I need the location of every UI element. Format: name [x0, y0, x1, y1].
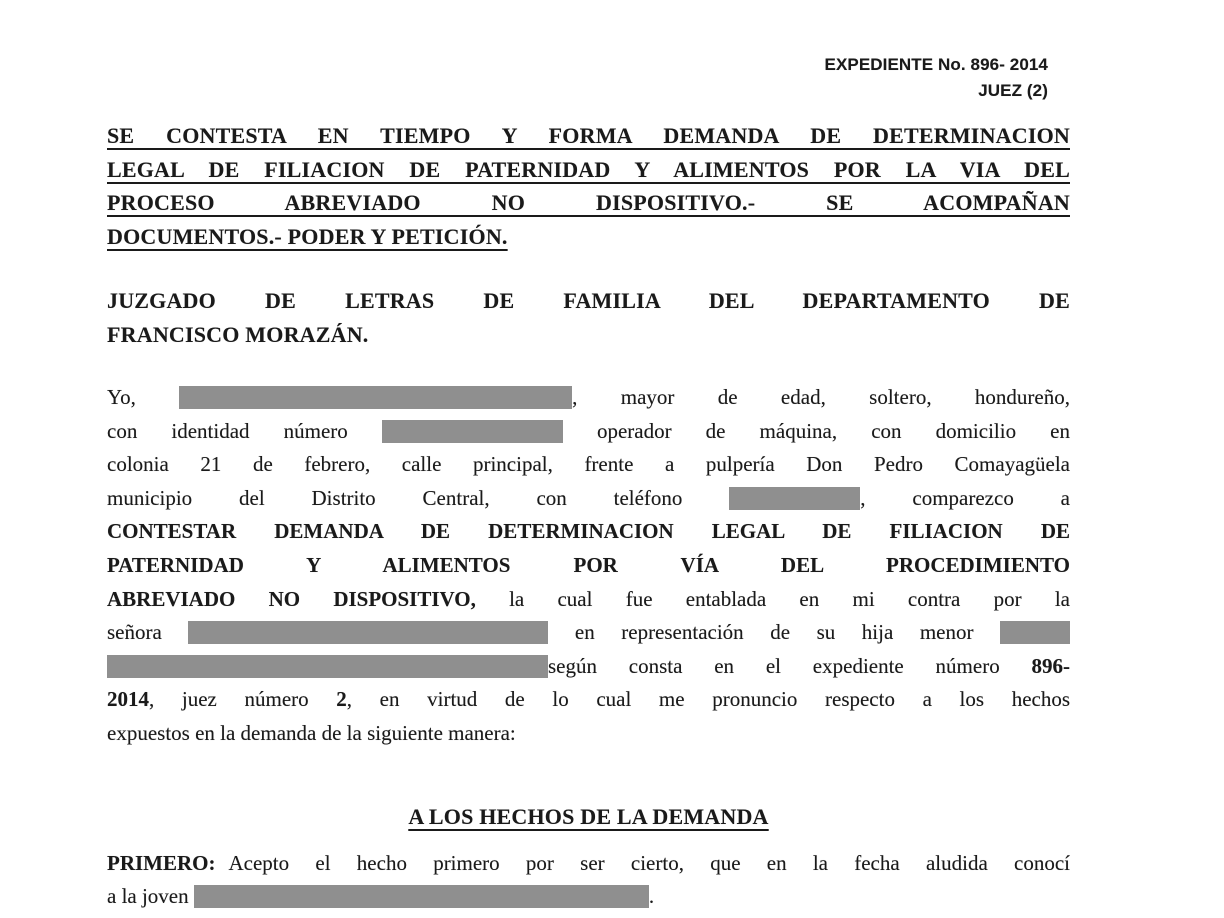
case-header: [107, 52, 1070, 104]
body-text-bold: CONTESTAR DEMANDA DE DETERMINACION LEGAL DE FILIACION DE: [107, 519, 1070, 544]
body-line: [107, 381, 1070, 415]
redaction-bar-id-number: [382, 420, 563, 443]
primero-text: .: [648, 884, 655, 909]
body-text: , mayor de edad, soltero, hondureño,: [572, 385, 1070, 409]
redaction-bar-name: [179, 386, 572, 409]
body-text-bold: ABREVIADO NO DISPOSITIVO,: [107, 586, 476, 611]
redaction-bar-young-woman-name: [194, 885, 649, 908]
body-line: [107, 515, 1070, 549]
body-line: [107, 650, 1070, 684]
section-heading: [107, 800, 1070, 834]
body-text: , en virtud de lo cual me pronuncio respecto a los hechos: [346, 687, 1071, 712]
body-text-bold: 2: [336, 687, 347, 712]
body-text: según consta en el expediente número: [548, 653, 1032, 678]
judge-number: JUEZ (2): [978, 81, 1048, 100]
primero-line: [107, 847, 1070, 881]
body-text: municipio del Distrito Central, con teléfono: [107, 485, 730, 510]
body-line: [107, 683, 1070, 717]
body-text: en representación de su hija menor: [548, 620, 1001, 645]
body-line: [107, 415, 1070, 449]
court-line: JUZGADO DE LETRAS DE FAMILIA DEL DEPARTAMENTO DE: [107, 288, 1070, 313]
redaction-bar-minor-name: [107, 655, 548, 678]
title-line: LEGAL DE FILIACION DE PATERNIDAD Y ALIMENTOS POR LA VIA DEL: [107, 156, 1070, 182]
title-line: PROCESO ABREVIADO NO DISPOSITIVO.- SE ACOMPAÑAN: [107, 190, 1070, 215]
body-text: , juez número: [149, 687, 337, 712]
body-text: expuestos en la demanda de la siguiente manera:: [107, 720, 516, 745]
body-text: colonia 21 de febrero, calle principal, frente a pulpería Don Pedro Comayagüela: [107, 452, 1070, 477]
body-text: la cual fue entablada en mi contra por la: [475, 586, 1070, 611]
body-text-bold: PATERNIDAD Y ALIMENTOS POR VÍA DEL PROCEDIMIENTO: [107, 552, 1070, 577]
body-text: , comparezco a: [860, 485, 1070, 510]
redaction-bar-minor-name: [1000, 621, 1070, 644]
section-heading-text: A LOS HECHOS DE LA DEMANDA: [408, 803, 769, 829]
body-text: con identidad número: [107, 418, 382, 443]
court-line: FRANCISCO MORAZÁN.: [107, 321, 369, 347]
redaction-bar-phone: [729, 487, 860, 510]
primero-text: a la joven: [107, 884, 194, 909]
court-heading: [107, 284, 1070, 351]
primero-paragraph: [107, 847, 1070, 914]
body-text-bold: 896-: [1031, 653, 1070, 678]
body-text: Yo,: [107, 385, 180, 409]
body-paragraph: [107, 381, 1070, 751]
primero-text: Acepto el hecho primero por ser cierto, que en la fecha aludida conocí: [228, 850, 1070, 875]
body-line: [107, 717, 1070, 751]
body-line: [107, 482, 1070, 516]
primero-line: [107, 880, 1070, 914]
document-content: [107, 0, 1070, 914]
redaction-bar-mother-name: [188, 621, 548, 644]
body-text: operador de máquina, con domicilio en: [562, 418, 1070, 443]
case-number: EXPEDIENTE No. 896- 2014: [824, 55, 1048, 74]
body-text: señora: [107, 620, 189, 645]
primero-label: PRIMERO:: [107, 850, 216, 875]
body-line: [107, 549, 1070, 583]
body-line: [107, 448, 1070, 482]
title-line: DOCUMENTOS.- PODER Y PETICIÓN.: [107, 223, 508, 249]
document-title: [107, 119, 1070, 253]
body-text-bold: 2014: [107, 687, 149, 712]
body-line: [107, 583, 1070, 617]
body-line: [107, 616, 1070, 650]
title-line: SE CONTESTA EN TIEMPO Y FORMA DEMANDA DE DETERMINACION: [107, 123, 1070, 148]
